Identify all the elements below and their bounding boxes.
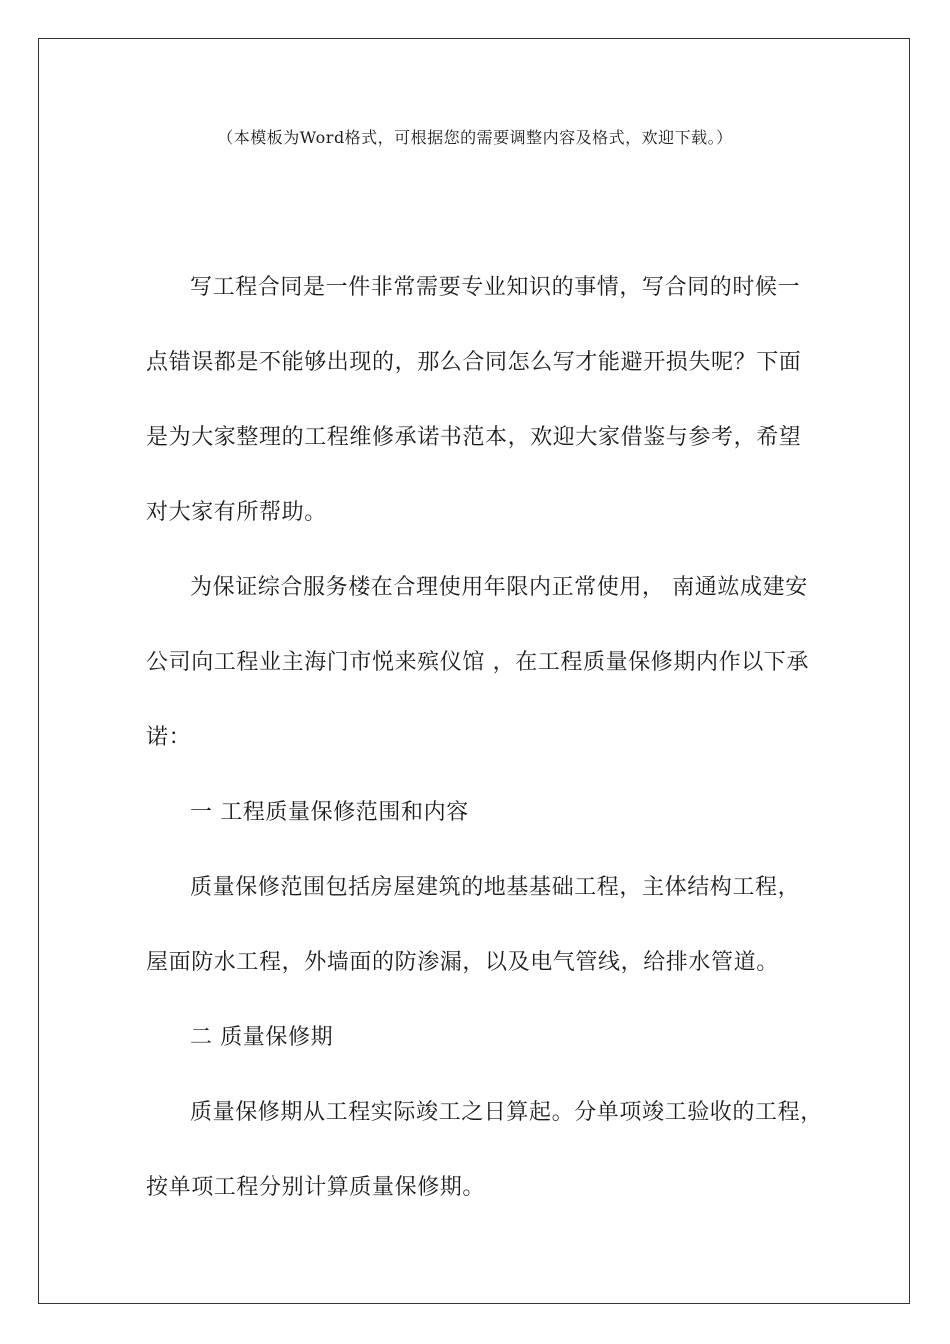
- section-heading-scope: [146, 775, 826, 850]
- paragraph-line: 为保证综合服务楼在合理使用年限内正常使用， 南通竑成建安: [190, 575, 808, 600]
- paragraph-line: 质量保修范围包括房屋建筑的地基基础工程，主体结构工程，: [190, 875, 801, 900]
- paragraph-scope: [146, 850, 826, 1000]
- paragraph-line: 点错误都是不能够出现的，那么合同怎么写才能避开损失呢？下面: [146, 350, 802, 375]
- paragraph-line: 诺：: [146, 725, 192, 750]
- paragraph-intro: [146, 250, 826, 550]
- paragraph-line: 写工程合同是一件非常需要专业知识的事情，写合同的时候一: [190, 275, 801, 300]
- template-note: （本模板为Word格式，可根据您的需要调整内容及格式，欢迎下载。）: [217, 128, 733, 147]
- paragraph-period: [146, 1075, 826, 1225]
- section-heading: 一 工程质量保修范围和内容: [190, 800, 469, 825]
- paragraph-line: 公司向工程业主海门市悦来殡仪馆 ，在工程质量保修期内作以下承: [146, 650, 809, 675]
- paragraph-commitment: [146, 550, 826, 775]
- section-heading-period: [146, 1000, 826, 1075]
- paragraph-line: 对大家有所帮助。: [146, 500, 327, 525]
- paragraph-line: 屋面防水工程，外墙面的防渗漏，以及电气管线，给排水管道。: [146, 950, 779, 975]
- paragraph-line: 按单项工程分别计算质量保修期。: [146, 1175, 486, 1200]
- paragraph-line: 质量保修期从工程实际竣工之日算起。分单项竣工验收的工程，: [190, 1100, 823, 1125]
- paragraph-line: 是为大家整理的工程维修承诺书范本，欢迎大家借鉴与参考，希望: [146, 425, 802, 450]
- section-heading: 二 质量保修期: [190, 1025, 334, 1050]
